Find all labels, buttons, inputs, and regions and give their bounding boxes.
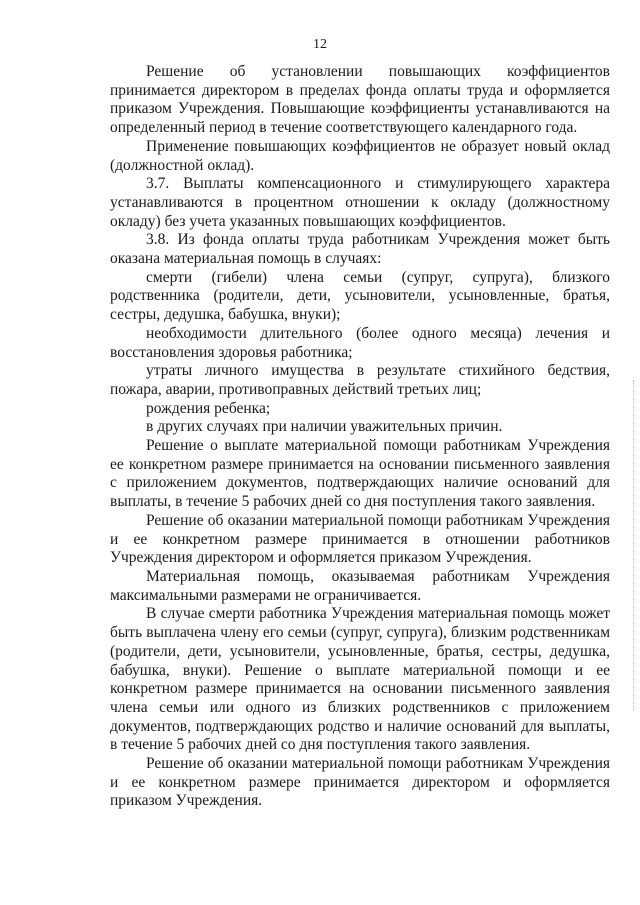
paragraph-payment-decision: Решение о выплате материальной помощи работникам Учреждения ее конкретном размере принимается на основании письменного заявления с приложением документов, подтверждающих наличие оснований для выплаты, в течение 5 рабочих дней со дня поступления такого заявления. (110, 437, 610, 511)
paragraph-coefficients-no-new-salary: Применение повышающих коэффициентов не образует новый оклад (должностной оклад). (110, 137, 610, 174)
paragraph-employee-death: В случае смерти работника Учреждения материальная помощь может быть выплачена члену его семьи (супруг, супруга), близким родственникам (родители, дети, усыновители, усыновленные, братья, сестры, дедушка, бабушка, внуки). Решение о выплате материальной помощи и ее конкретном размере принимается на основании письменного заявления члена семьи или одного из близких родственников с приложением документов, подтверждающих родство и наличие оснований для выплаты, в течение 5 рабочих дней со дня поступления такого заявления. (110, 605, 610, 754)
list-item-death-of-family-member: смерти (гибели) члена семьи (супруг, супруга), близкого родственника (родители, дети, усыновители, усыновленные, братья, сестры, дедушка, бабушка, внуки); (110, 268, 610, 324)
scan-edge-mark (632, 380, 634, 710)
list-item-long-treatment: необходимости длительного (более одного месяца) лечения и восстановления здоровья работника; (110, 324, 610, 361)
list-item-property-loss: утраты личного имущества в результате стихийного бедствия, пожара, аварии, противоправных действий третьих лиц; (110, 362, 610, 398)
paragraph-final-decision: Решение об оказании материальной помощи работникам Учреждения и ее конкретном размере принимается директором и оформляется приказом Учреждения. (110, 755, 610, 810)
paragraph-assistance-order: Решение об оказании материальной помощи работникам Учреждения и ее конкретном размере принимается в отношении работников Учреждения директором и оформляется приказом Учреждения. (110, 511, 610, 567)
page-number: 12 (313, 37, 327, 52)
paragraph-section-3-7: 3.7. Выплаты компенсационного и стимулирующего характера устанавливаются в процентном отношении к окладу (должностному окладу) без учета указанных повышающих коэффициентов. (110, 175, 610, 230)
paragraph-section-3-8: 3.8. Из фонда оплаты труда работникам Учреждения может быть оказана материальная помощь в случаях: (110, 231, 610, 268)
document-body (110, 63, 610, 811)
paragraph-no-maximum-limit: Материальная помощь, оказываемая работникам Учреждения максимальными размерами не ограничивается. (110, 567, 610, 604)
paragraph-coefficients-decision: Решение об установлении повышающих коэффициентов принимается директором в пределах фонда оплаты труда и оформляется приказом Учреждения. Повышающие коэффициенты устанавливаются на определенный период в течение соответствующего календарного года. (110, 63, 610, 137)
list-item-other-cases: в других случаях при наличии уважительных причин. (146, 418, 503, 436)
list-item-birth-of-child: рождения ребенка; (146, 399, 271, 417)
